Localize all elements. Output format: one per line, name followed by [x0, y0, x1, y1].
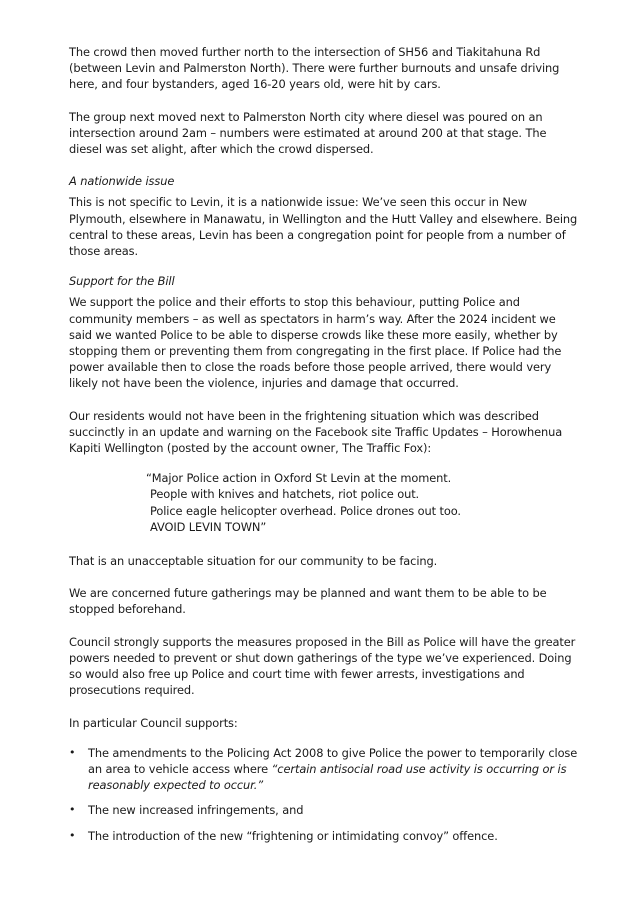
- paragraph-unacceptable: That is an unacceptable situation for our community to be facing.: [69, 554, 438, 569]
- bullet-icon: •: [69, 745, 76, 759]
- paragraph-residents: Our residents would not have been in the frightening situation which was described succinctly in an update and warning on the Facebook site Traffic Updates – Horowhenua Kapiti Wellington (posted by the account owner, The Traffic Fox):: [69, 408, 563, 456]
- heading-nationwide-issue: A nationwide issue: [69, 174, 175, 189]
- facebook-quote: [146, 470, 581, 535]
- paragraph-support-police: We support the police and their efforts to stop this behaviour, putting Police and community members – as well as spectators in harm’s way. After the 2024 incident we said we wanted Police to be able to disperse crowds like these more easily, whether by stopping them or preventing them from congregating in the first place. If Police had the power available then to close the roads before those people arrived, there would very likely not have been the violence, injuries and damage that occurred.: [69, 295, 562, 391]
- quote-line: “Major Police action in Oxford St Levin at the moment.: [146, 471, 452, 486]
- list-item: [69, 828, 581, 844]
- bullet-icon: •: [69, 828, 76, 842]
- list-item-text: The new increased infringements, and: [88, 803, 304, 818]
- quote-line: People with knives and hatchets, riot police out.: [150, 487, 420, 502]
- quote-line: Police eagle helicopter overhead. Police drones out too.: [150, 503, 461, 518]
- heading-support-for-bill: Support for the Bill: [69, 274, 175, 289]
- list-item-text: The amendments to the Policing Act 2008 to give Police the power to temporarily close an area to vehicle access where: [88, 745, 578, 776]
- paragraph-council-supports-measures: Council strongly supports the measures proposed in the Bill as Police will have the greater powers needed to prevent or shut down gatherings of the type we’ve experienced. Doing so would also free up Police and court time with fewer arrests, investigations and prosecutions required.: [69, 634, 576, 698]
- list-item: [69, 802, 581, 818]
- paragraph-nationwide: This is not specific to Levin, it is a nationwide issue: We’ve seen this occur in New Plymouth, elsewhere in Manawatu, in Wellington and the Hutt Valley and elsewhere. Being central to these areas, Levin has been a congregation point for people from a number of those areas.: [69, 195, 578, 259]
- quote-line: AVOID LEVIN TOWN”: [150, 519, 267, 534]
- document-page: [69, 44, 581, 853]
- paragraph-diesel: The group next moved next to Palmerston North city where diesel was poured on an intersection around 2am – numbers were estimated at around 200 at that stage. The diesel was set alight, after which the crowd dispersed.: [69, 109, 547, 157]
- list-item-text: The introduction of the new “frightening or intimidating convoy” offence.: [88, 828, 498, 843]
- support-list: [69, 745, 581, 844]
- paragraph-future-gatherings: We are concerned future gatherings may be planned and want them to be able to be stopped beforehand.: [69, 586, 547, 617]
- paragraph-burnouts: The crowd then moved further north to the intersection of SH56 and Tiakitahuna Rd (between Levin and Palmerston North). There were further burnouts and unsafe driving here, and four bystanders, aged 16-20 years old, were hit by cars.: [69, 45, 560, 92]
- bullet-icon: •: [69, 803, 76, 817]
- paragraph-in-particular: In particular Council supports:: [69, 715, 238, 730]
- list-item-italic-quote: “certain antisocial road use activity is occurring or is reasonably expected to occur.”: [88, 761, 567, 793]
- list-item: [69, 745, 581, 794]
